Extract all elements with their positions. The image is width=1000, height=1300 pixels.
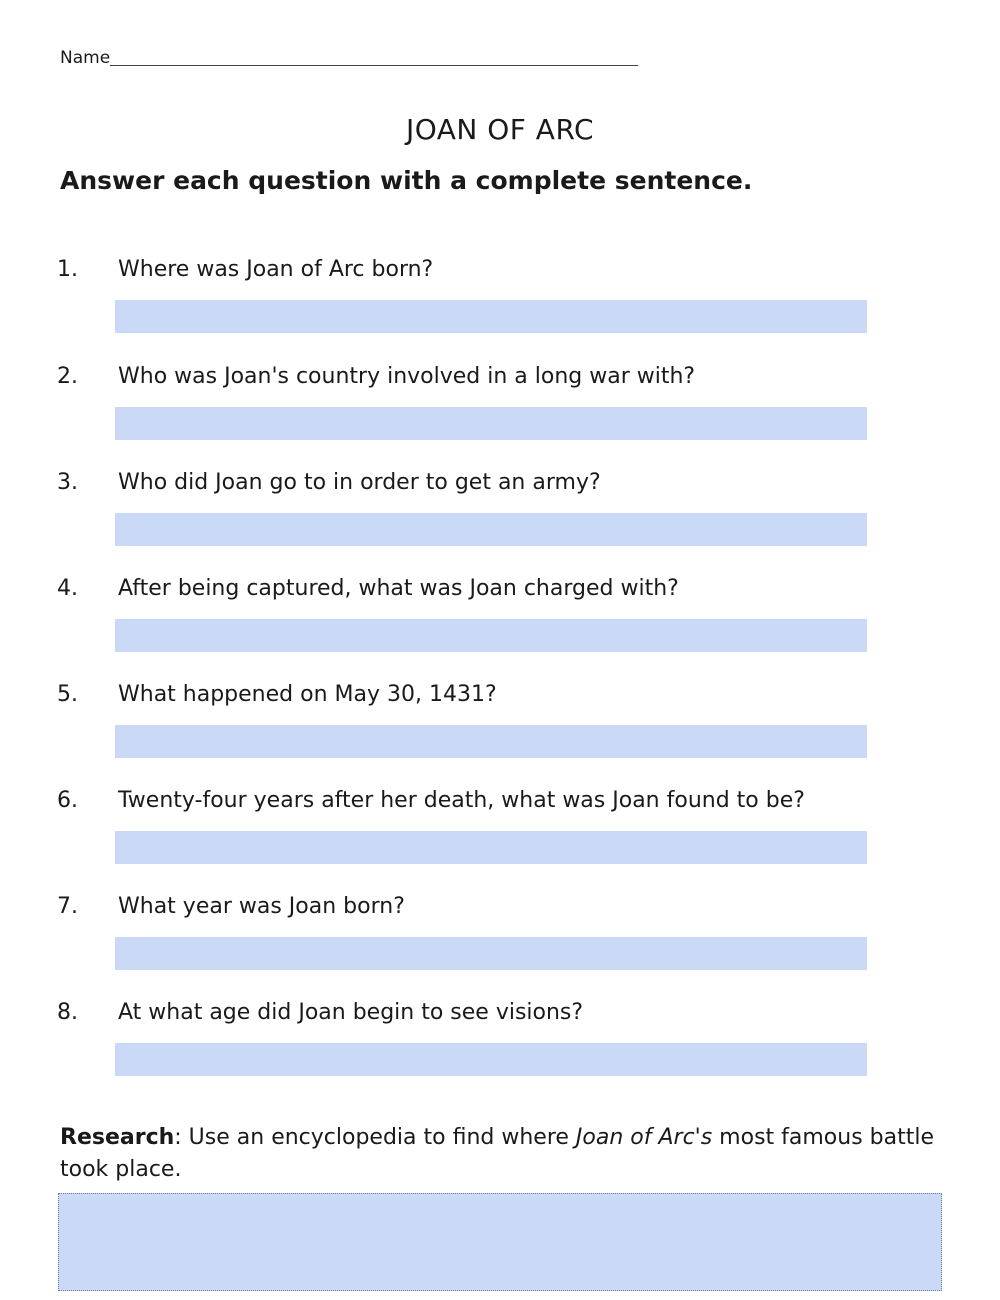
question-text: Who did Joan go to in order to get an army?	[118, 470, 601, 495]
question-4	[0, 575, 1000, 671]
answer-field-6[interactable]	[115, 831, 867, 864]
instructions: Answer each question with a complete sentence.	[60, 166, 753, 195]
question-1	[0, 256, 1000, 352]
answer-field-2[interactable]	[115, 407, 867, 440]
question-text: Who was Joan's country involved in a long war with?	[118, 364, 696, 389]
question-6	[0, 787, 1000, 883]
research-prompt	[60, 1122, 940, 1186]
name-row	[60, 48, 638, 68]
name-label: Name	[60, 48, 111, 68]
question-number: 2.	[57, 364, 78, 389]
answer-field-8[interactable]	[115, 1043, 867, 1076]
research-text-before: : Use an encyclopedia to find where	[174, 1125, 576, 1150]
answer-field-5[interactable]	[115, 725, 867, 758]
name-line	[110, 65, 638, 66]
question-2	[0, 363, 1000, 459]
question-number: 3.	[57, 470, 78, 495]
question-text: Where was Joan of Arc born?	[118, 257, 434, 282]
question-text: What happened on May 30, 1431?	[118, 682, 497, 707]
research-text-after: most famous battle took place.	[60, 1125, 935, 1182]
question-8	[0, 999, 1000, 1095]
answer-field-1[interactable]	[115, 300, 867, 333]
question-number: 4.	[57, 576, 78, 601]
question-3	[0, 469, 1000, 565]
question-text: At what age did Joan begin to see visions?	[118, 1000, 584, 1025]
question-5	[0, 681, 1000, 777]
question-7	[0, 893, 1000, 989]
research-lead: Research	[60, 1125, 175, 1150]
answer-field-4[interactable]	[115, 619, 867, 652]
answer-field-7[interactable]	[115, 937, 867, 970]
question-number: 8.	[57, 1000, 78, 1025]
question-text: After being captured, what was Joan charged with?	[118, 576, 679, 601]
question-number: 1.	[57, 257, 78, 282]
answer-field-3[interactable]	[115, 513, 867, 546]
research-answer-field[interactable]	[58, 1193, 942, 1291]
question-number: 5.	[57, 682, 78, 707]
question-number: 7.	[57, 894, 78, 919]
question-text: Twenty-four years after her death, what was Joan found to be?	[118, 788, 805, 813]
question-text: What year was Joan born?	[118, 894, 405, 919]
question-number: 6.	[57, 788, 78, 813]
page-title: JOAN OF ARC	[405, 113, 595, 146]
research-italic: Joan of Arc's	[575, 1125, 713, 1150]
